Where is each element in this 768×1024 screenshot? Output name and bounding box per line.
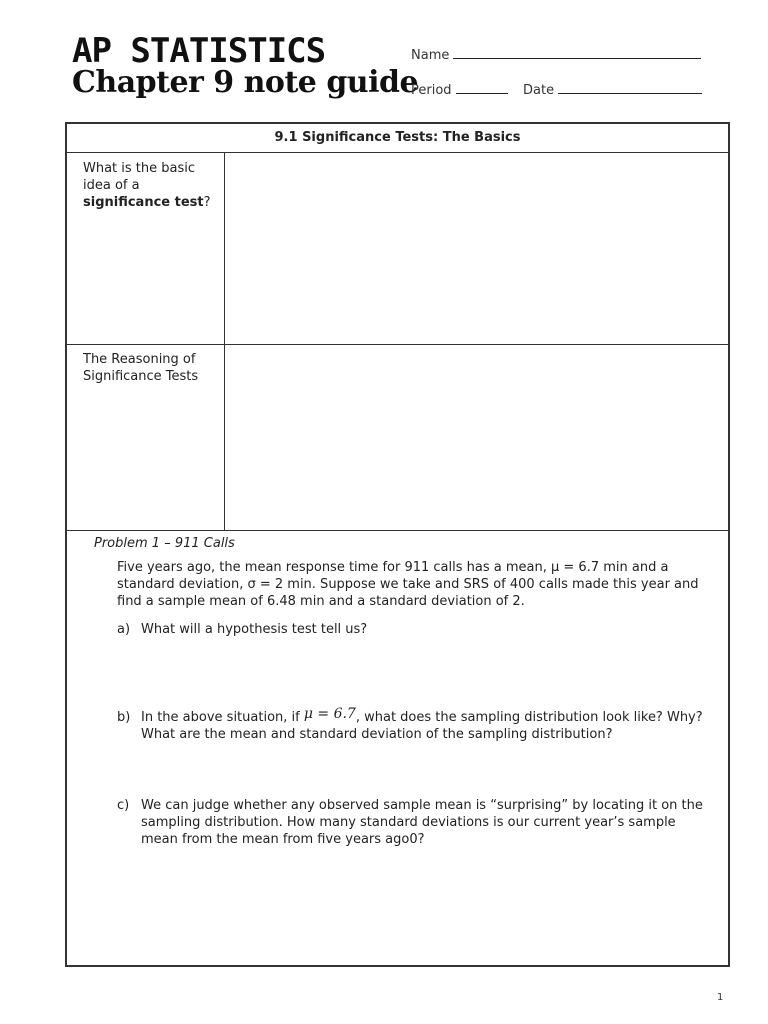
question-text-pre: In the above situation, if <box>141 710 304 725</box>
period-line <box>456 81 508 94</box>
name-field[interactable] <box>411 46 701 63</box>
question-letter: a) <box>117 622 131 637</box>
question-letter: b) <box>117 710 131 725</box>
question-letter: c) <box>117 798 130 813</box>
page-title-line2: Chapter 9 note guide <box>72 65 419 100</box>
row-label-significance-test: What is the basic idea of a significance test? <box>83 161 211 210</box>
problem-text: Five years ago, the mean response time for 911 calls has a mean, μ = 6.7 min and a standard deviation, σ = 2 min. Suppose we take and SRS of 400 calls made this year and find a sample mean of 6.48 min and a standard deviation of 2. <box>117 560 699 609</box>
math-expression: μ = 6.7 <box>303 706 356 722</box>
page-number: 1 <box>717 992 724 1003</box>
question-text: What will a hypothesis test tell us? <box>141 622 368 637</box>
question-c <box>117 797 715 848</box>
row-label-reasoning: The Reasoning of Significance Tests <box>83 352 199 384</box>
question-text: We can judge whether any observed sample mean is “surprising” by locating it on the sampling distribution. How many standard deviations is our current year’s sample mean from the mean from five years ago0? <box>141 798 703 847</box>
date-line <box>558 81 702 94</box>
question-a <box>117 621 715 638</box>
date-label: Date <box>523 83 555 98</box>
name-label: Name <box>411 48 450 63</box>
name-line <box>453 46 701 59</box>
page-title-line1: AP STATISTICS <box>72 31 326 71</box>
question-b <box>117 706 715 743</box>
date-field[interactable] <box>523 81 702 98</box>
period-field[interactable] <box>411 81 508 98</box>
row-divider-1 <box>67 344 728 345</box>
bold-term: significance test <box>83 195 204 210</box>
question-text-post: , what does the sampling distribution look like? Why? What are the mean and standard deviation of the sampling distribution? <box>141 710 703 742</box>
row-divider-2 <box>67 530 728 531</box>
problem-title: Problem 1 – 911 Calls <box>94 536 235 551</box>
column-divider <box>224 152 225 530</box>
period-label: Period <box>411 83 452 98</box>
notes-table <box>65 122 730 967</box>
section-heading: 9.1 Significance Tests: The Basics <box>67 124 728 153</box>
